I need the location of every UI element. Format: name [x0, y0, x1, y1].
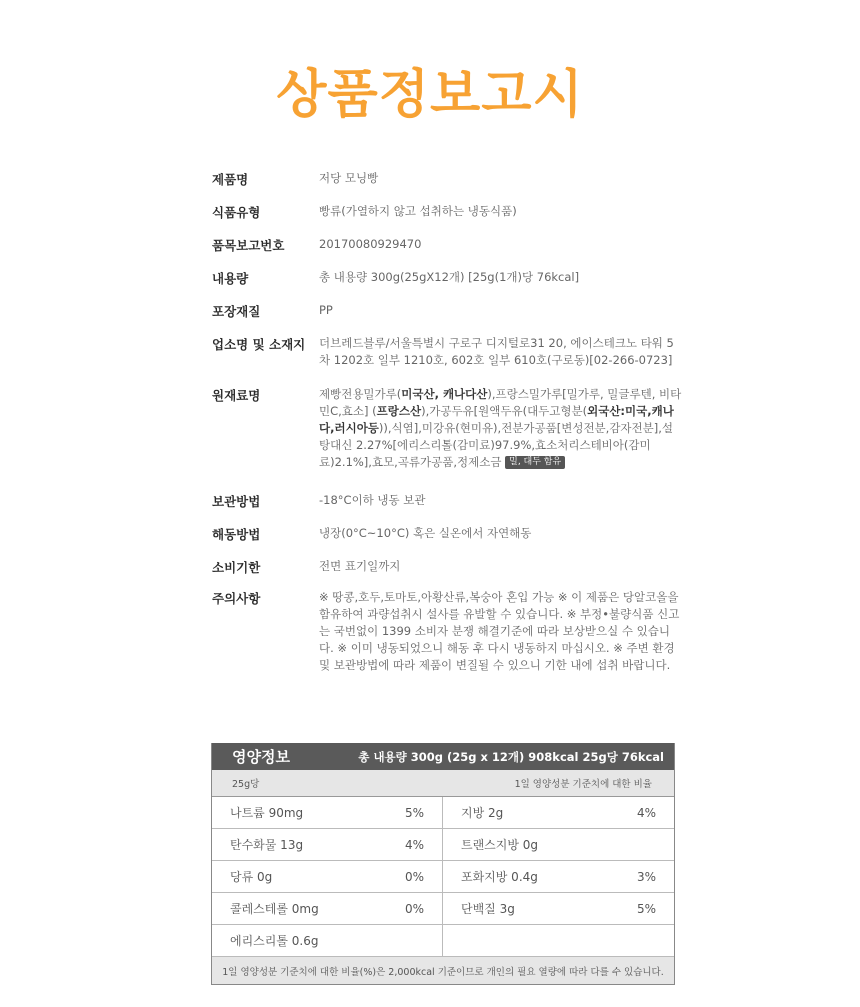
info-label: 원재료명 — [212, 388, 261, 403]
nutrition-summary: 총 내용량 300g (25g x 12개) 908kcal 25g당 76kcal — [358, 749, 664, 764]
nutrient-name: 에리스리톨 0.6g — [230, 934, 319, 948]
info-label: 품목보고번호 — [212, 238, 285, 253]
info-row — [212, 589, 682, 689]
serving-size: 25g당 — [232, 779, 260, 790]
nutrient-name: 탄수화물 13g — [230, 838, 304, 852]
nutrient-cell — [443, 797, 674, 829]
nutrient-name: 포화지방 0.4g — [461, 870, 538, 884]
info-label: 식품유형 — [212, 205, 261, 220]
nutrient-name: 지방 2g — [461, 806, 504, 820]
info-row — [212, 525, 682, 558]
nutrient-name: 당류 0g — [230, 870, 273, 884]
info-value: 냉장(0°C~10°C) 혹은 실온에서 자연해동 — [319, 526, 532, 540]
info-row — [212, 269, 682, 302]
nutrient-percent: 4% — [404, 837, 424, 852]
info-label: 소비기한 — [212, 560, 261, 575]
info-value: PP — [319, 303, 333, 317]
nutrient-grid — [212, 797, 674, 957]
nutrient-percent: 0% — [404, 869, 424, 884]
nutrient-cell — [212, 861, 443, 893]
nutrition-title: 영양정보 — [232, 748, 290, 766]
nutrition-table — [211, 743, 675, 985]
info-row — [212, 558, 682, 589]
info-value: 더브레드블루/서울특별시 구로구 디지털로31 20, 에이스테크노 타워 5차 1202호 일부 1210호, 602호 일부 610호(구로동)[02-266-0723] — [319, 336, 674, 367]
info-value: ※ 땅콩,호두,토마토,아황산류,복숭아 혼입 가능 ※ 이 제품은 당알코올을 함유하여 과량섭취시 설사를 유발할 수 있습니다. ※ 부정•불량식품 신고는 국번없이 1399 소비자 분쟁 해결기준에 따라 보상받으실 수 있습니다. ※ 이미 냉동되었으니 해동 후 다시 냉동하지 마십시오. ※ 주변 환경 및 보관방법에 따라 제품이 변질될 수 있으니 기한 내에 섭취 바랍니다. — [319, 590, 680, 672]
info-row — [212, 170, 682, 203]
nutrient-cell — [212, 925, 443, 957]
nutrient-cell — [212, 893, 443, 925]
nutrient-name: 나트륨 90mg — [230, 806, 304, 820]
info-label: 내용량 — [212, 271, 249, 286]
ingredients-value — [319, 386, 682, 492]
ingredient-text: )),식염],미강유(현미유),전분가공품[변성전분,감자전분],설탕대신 2.27%[에리스리톨(감미료)97.9%,효소처리스테비아(감미료)2.1%],효모,곡류가공품,정제소금 — [319, 421, 674, 469]
info-row — [212, 386, 682, 492]
ingredient-origin: 프랑스산 — [376, 404, 422, 418]
ingredient-text: ),가공두유[원액두유(대두고형분( — [421, 404, 588, 418]
nutrient-percent: 4% — [636, 805, 656, 820]
ingredient-origin: 외국산:미국,캐나다,러시아등 — [319, 404, 674, 435]
nutrient-name: 콜레스테롤 0mg — [230, 902, 319, 916]
info-label: 해동방법 — [212, 527, 261, 542]
info-label: 주의사항 — [212, 591, 261, 606]
nutrition-header — [212, 743, 674, 770]
product-info-table — [212, 170, 682, 689]
info-row — [212, 335, 682, 386]
info-value: 빵류(가열하지 않고 섭취하는 냉동식품) — [319, 204, 517, 218]
info-value: 저당 모닝빵 — [319, 171, 379, 185]
nutrition-subheader — [212, 770, 674, 797]
info-value: 20170080929470 — [319, 237, 422, 251]
daily-value-label: 1일 영양성분 기준치에 대한 비율 — [514, 779, 652, 790]
nutrient-name: 트랜스지방 0g — [461, 838, 539, 852]
info-row — [212, 492, 682, 525]
info-label: 제품명 — [212, 172, 249, 187]
nutrient-percent: 0% — [404, 901, 424, 916]
nutrient-cell — [212, 829, 443, 861]
allergen-badge: 밀, 대두 함유 — [505, 456, 565, 469]
nutrient-cell — [443, 829, 674, 861]
page-title: 상품정보고시 — [276, 65, 584, 125]
info-label: 보관방법 — [212, 494, 261, 509]
nutrient-cell — [443, 925, 674, 957]
nutrient-cell — [212, 797, 443, 829]
nutrient-percent: 5% — [636, 901, 656, 916]
nutrient-percent: 5% — [404, 805, 424, 820]
nutrient-cell — [443, 861, 674, 893]
nutrient-name: 단백질 3g — [461, 902, 515, 916]
info-value: 총 내용량 300g(25gX12개) [25g(1개)당 76kcal] — [319, 270, 580, 284]
info-row — [212, 236, 682, 269]
info-value: -18°C이하 냉동 보관 — [319, 493, 426, 507]
info-value: 전면 표기일까지 — [319, 559, 401, 573]
ingredient-text: 제빵전용밀가루( — [319, 387, 402, 401]
nutrient-cell — [443, 893, 674, 925]
nutrient-percent: 3% — [636, 869, 656, 884]
ingredient-origin: 미국산, 캐나다산 — [401, 387, 488, 401]
ingredient-text: ),프랑스밀가루[밀가루, 밀글루텐, 비타민C,효소] ( — [319, 387, 682, 418]
nutrition-footnote: 1일 영양성분 기준치에 대한 비율(%)은 2,000kcal 기준이므로 개인의 필요 열량에 따라 다를 수 있습니다. — [212, 957, 674, 984]
info-label: 업소명 및 소재지 — [212, 337, 306, 352]
info-row — [212, 203, 682, 236]
info-label: 포장재질 — [212, 304, 261, 319]
info-row — [212, 302, 682, 335]
